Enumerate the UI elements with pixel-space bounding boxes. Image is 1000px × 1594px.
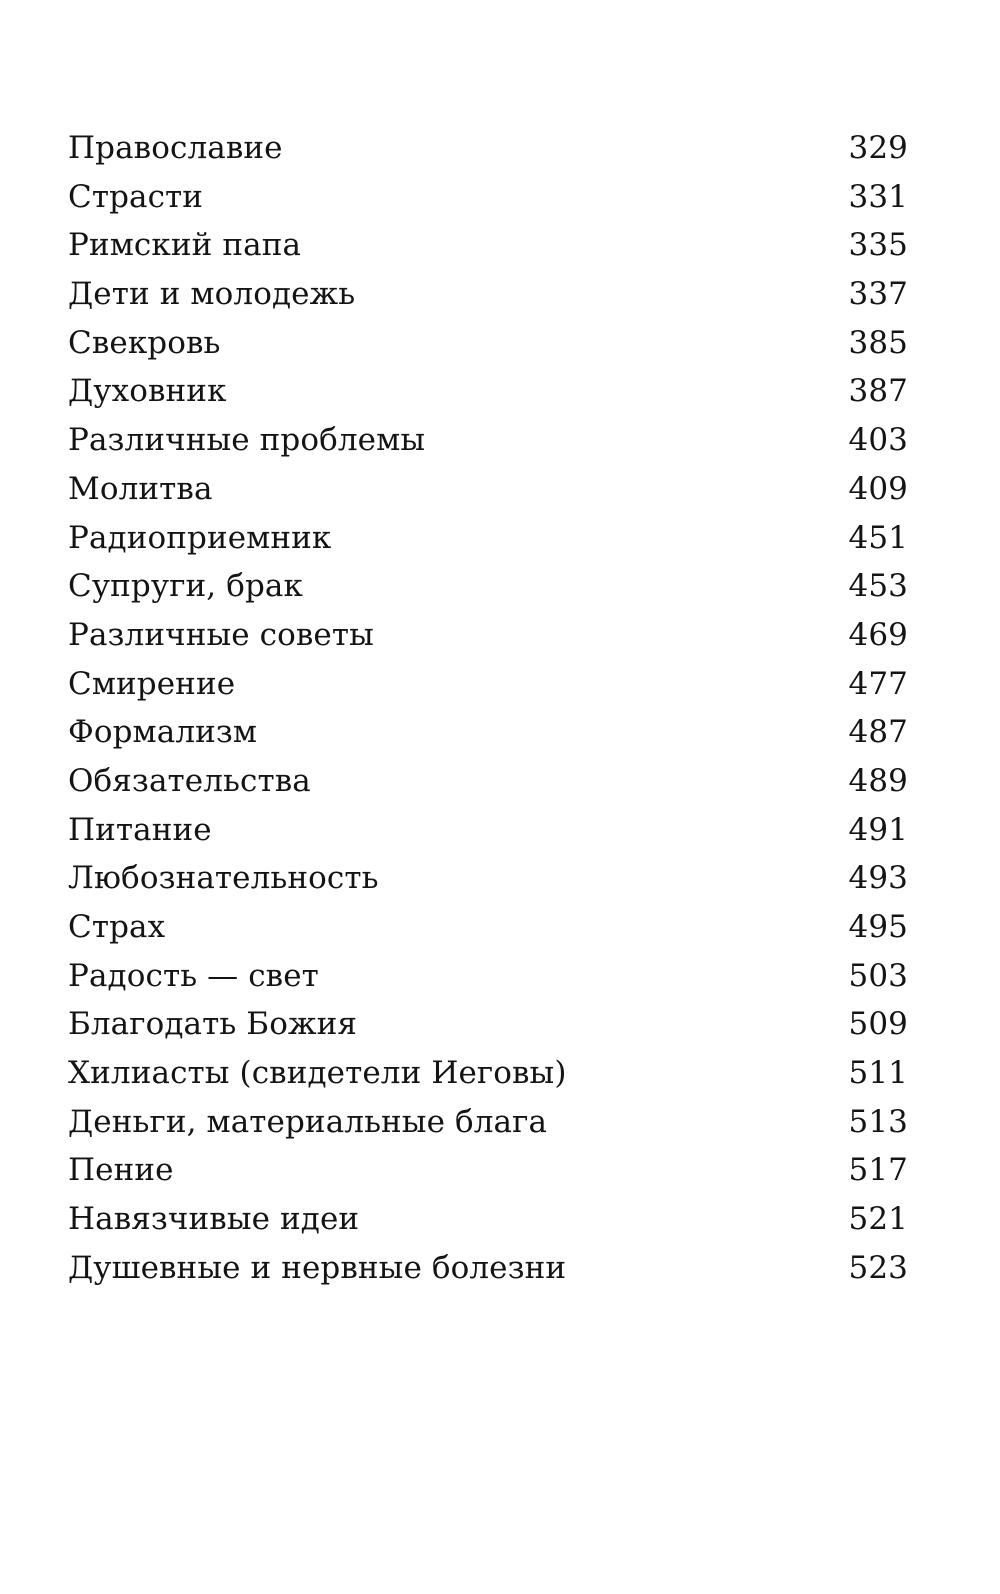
toc-entry: [68, 227, 908, 276]
toc-entry-page-number: 511: [848, 1055, 908, 1092]
toc-entry-page-number: 335: [848, 227, 908, 264]
toc-entry-page-number: 503: [848, 957, 908, 994]
toc-entry: [68, 1006, 908, 1055]
toc-entry-page-number: 477: [848, 665, 908, 702]
toc-entry-title: Формализм: [68, 714, 258, 751]
toc-entry: [68, 860, 908, 909]
toc-entry: [68, 373, 908, 422]
toc-entry-title: Православие: [68, 130, 283, 166]
toc-entry-page-number: 517: [848, 1152, 908, 1189]
toc-entry-page-number: 451: [848, 519, 908, 556]
toc-entry-page-number: 495: [848, 909, 908, 945]
toc-entry-title: Страсти: [68, 178, 204, 215]
toc-entry-title: Радиоприемник: [68, 519, 332, 556]
toc-entry-title: Душевные и нервные болезни: [68, 1249, 567, 1286]
toc-entry-title: Свекровь: [68, 324, 221, 361]
toc-entry: [68, 325, 908, 374]
toc-entry: [68, 276, 908, 325]
toc-entry-page-number: 387: [848, 373, 908, 410]
toc-entry-page-number: 509: [848, 1006, 908, 1043]
toc-entry: [68, 1055, 908, 1104]
toc-entry: [68, 666, 908, 715]
toc-entry: [68, 179, 908, 228]
toc-entry-page-number: 385: [848, 324, 908, 361]
toc-entry-page-number: 337: [848, 276, 908, 313]
toc-entry-title: Радость — свет: [68, 957, 319, 994]
toc-entry-page-number: 513: [848, 1103, 908, 1140]
toc-entry-title: Молитва: [68, 470, 213, 507]
toc-entry: [68, 1250, 908, 1299]
toc-entry-page-number: 493: [848, 860, 908, 897]
toc-entry-title: Различные проблемы: [68, 422, 426, 459]
toc-entry: [68, 520, 908, 569]
toc-entry-page-number: 491: [848, 811, 908, 848]
toc-entry-title: Навязчивые идеи: [68, 1201, 360, 1238]
toc-entry-title: Питание: [68, 811, 212, 848]
toc-entry-page-number: 487: [848, 714, 908, 751]
toc-entry-title: Пение: [68, 1152, 174, 1189]
toc-entry: [68, 958, 908, 1007]
toc-entry: [68, 1201, 908, 1250]
toc-entry: [68, 812, 908, 861]
toc-entry-page-number: 331: [848, 178, 908, 215]
toc-entry-title: Супруги, брак: [68, 568, 303, 605]
toc-entry-title: Любознательность: [68, 860, 379, 897]
toc-entry-page-number: 409: [848, 470, 908, 507]
toc-entry-title: Деньги, материальные блага: [68, 1103, 548, 1140]
toc-entry: [68, 1152, 908, 1201]
table-of-contents: [68, 130, 908, 1299]
toc-entry-page-number: 521: [848, 1201, 908, 1238]
toc-entry-title: Римский папа: [68, 227, 302, 264]
toc-entry-page-number: 489: [848, 762, 908, 799]
toc-entry: [68, 1104, 908, 1153]
toc-entry-page-number: 469: [848, 616, 908, 653]
toc-entry: [68, 617, 908, 666]
toc-entry: [68, 714, 908, 763]
toc-entry: [68, 130, 908, 179]
toc-entry-page-number: 523: [848, 1249, 908, 1286]
toc-entry: [68, 909, 908, 958]
toc-entry-title: Обязательства: [68, 762, 311, 799]
toc-entry: [68, 568, 908, 617]
toc-entry: [68, 471, 908, 520]
toc-entry-title: Различные советы: [68, 616, 374, 653]
toc-entry-title: Страх: [68, 909, 166, 945]
toc-entry-title: Духовник: [68, 373, 227, 410]
toc-entry-title: Дети и молодежь: [68, 276, 356, 313]
toc-entry-title: Смирение: [68, 665, 236, 702]
toc-entry: [68, 422, 908, 471]
toc-entry-title: Хилиасты (свидетели Иеговы): [68, 1055, 567, 1092]
toc-entry-page-number: 329: [848, 130, 908, 166]
toc-entry-page-number: 453: [848, 568, 908, 605]
toc-entry-title: Благодать Божия: [68, 1006, 357, 1043]
toc-entry-page-number: 403: [848, 422, 908, 459]
toc-entry: [68, 763, 908, 812]
